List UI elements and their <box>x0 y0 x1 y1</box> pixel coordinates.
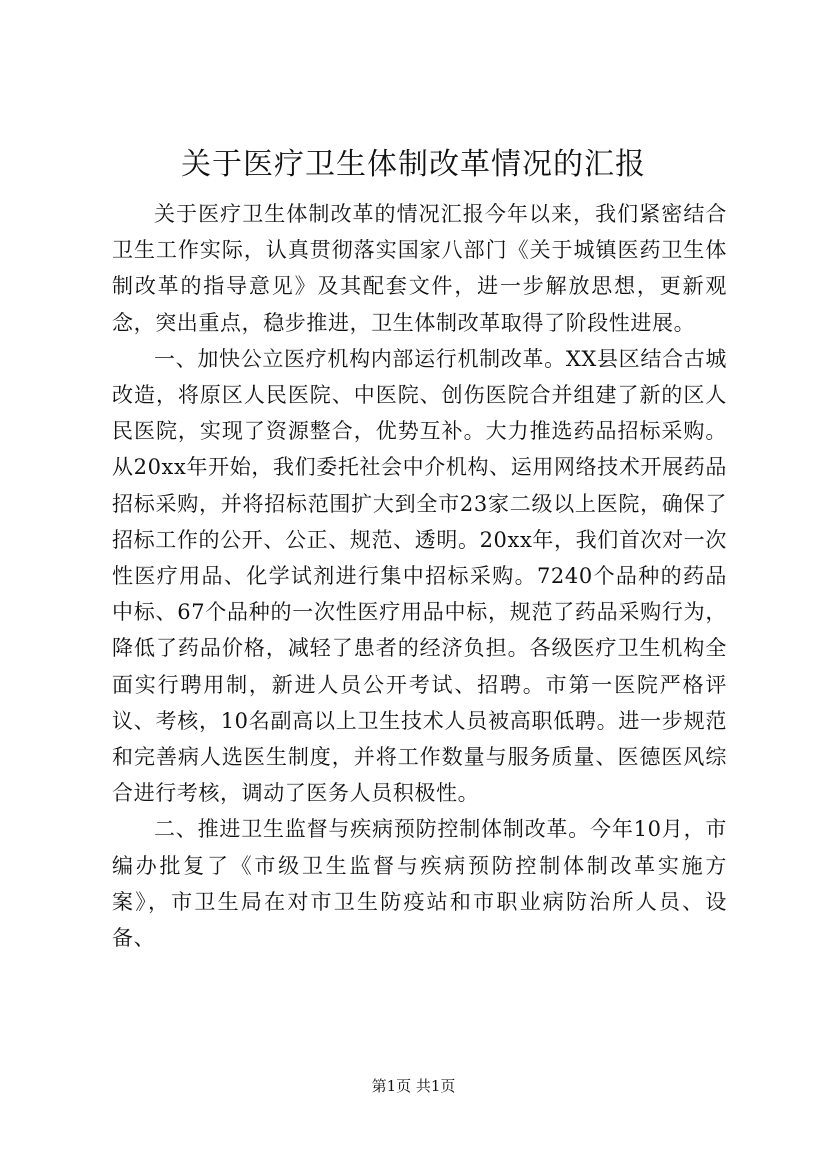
paragraph-section-2: 二、推进卫生监督与疾病预防控制体制改革。今年10月，市编办批复了《市级卫生监督与疾病预防控制体制改革实施方案》，市卫生局在对市卫生防疫站和市职业病防治所人员、设备、 <box>112 817 727 951</box>
page-indicator: 第1页 共1页 <box>371 1077 456 1095</box>
paragraph-intro: 关于医疗卫生体制改革的情况汇报今年以来，我们紧密结合卫生工作实际，认真贯彻落实国家八部门《关于城镇医药卫生体制改革的指导意见》及其配套文件，进一步解放思想，更新观念，突出重点，稳步推进，卫生体制改革取得了阶段性进展。 <box>112 202 727 335</box>
page-footer <box>0 1075 827 1097</box>
paragraph-section-1: 一、加快公立医疗机构内部运行机制改革。XX县区结合古城改造，将原区人民医院、中医院、创伤医院合并组建了新的区人民医院，实现了资源整合，优势互补。大力推选药品招标采购。从20xx年开始，我们委托社会中介机构、运用网络技术开展药品招标采购，并将招标范围扩大到全市23家二级以上医院，确保了招标工作的公开、公正、规范、透明。20xx年，我们首次对一次性医疗用品、化学试剂进行集中招标采购。7240个品种的药品中标、67个品种的一次性医疗用品中标，规范了药品采购行为，降低了药品价格，减轻了患者的经济负担。各级医疗卫生机构全面实行聘用制，新进人员公开考试、招聘。市第一医院严格评议、考核，10名副高以上卫生技术人员被高职低聘。进一步规范和完善病人选医生制度，并将工作数量与服务质量、医德医风综合进行考核，调动了医务人员积极性。 <box>112 346 727 806</box>
document-title: 关于医疗卫生体制改革情况的汇报 <box>181 147 646 182</box>
document-body <box>112 196 727 956</box>
